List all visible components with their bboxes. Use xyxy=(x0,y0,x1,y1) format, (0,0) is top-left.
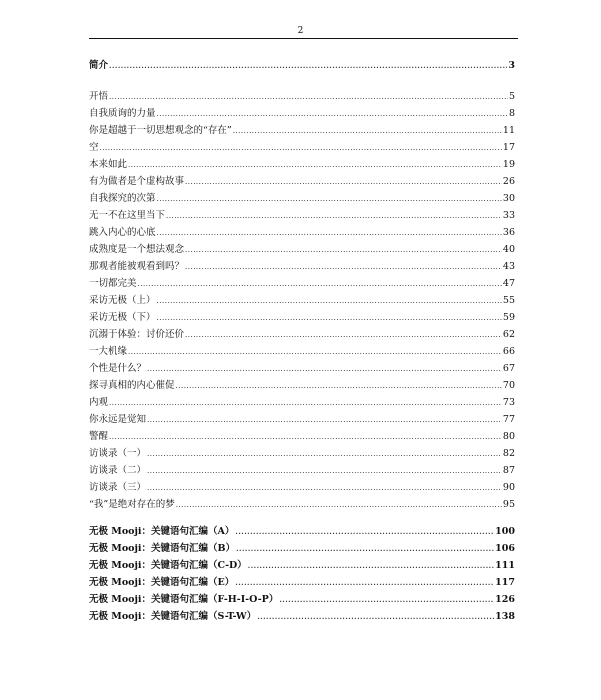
toc-entry-title: 你是超越于一切思想观念的“存在” xyxy=(89,125,232,136)
toc-entry-title: 成熟度是一个想法观念 xyxy=(89,244,185,255)
toc-entry[interactable] xyxy=(89,445,515,462)
toc-entry-title: 无极 Mooji：关键语句汇编（S-T-W） xyxy=(89,611,257,622)
dot-leader xyxy=(166,208,502,225)
toc-entry-page: 80 xyxy=(502,431,515,442)
toc-entry[interactable] xyxy=(89,275,515,292)
toc-entry[interactable] xyxy=(89,428,515,445)
toc-entry-page: 106 xyxy=(495,543,515,554)
toc-entry-title: 一大机缘 xyxy=(89,346,128,357)
toc-entry-title: 空 xyxy=(89,142,99,153)
toc-entry-title: 跳入内心的心底 xyxy=(89,227,156,238)
toc-entry-title: 无一不在这里当下 xyxy=(89,210,166,221)
toc-entry[interactable] xyxy=(89,377,515,394)
toc-entry-page: 117 xyxy=(495,577,515,588)
dot-leader xyxy=(128,157,502,174)
toc-appendix-entries xyxy=(89,523,515,625)
toc-entry-page: 66 xyxy=(502,346,515,357)
toc-entry-title: 有为做者是个虚构故事 xyxy=(89,176,185,187)
dot-leader xyxy=(185,242,502,259)
toc-entry-title: 那观者能被观看到吗？ xyxy=(89,261,185,272)
toc-entry-title: 无极 Mooji：关键语句汇编（F-H-I-O-P） xyxy=(89,594,279,605)
toc-entry-title: 访谈录（二） xyxy=(89,465,147,476)
toc-entry-title: 开悟 xyxy=(89,91,109,102)
toc-entry-page: 19 xyxy=(502,159,515,170)
toc-entry-page: 30 xyxy=(502,193,515,204)
toc-entry[interactable] xyxy=(89,122,515,139)
toc-entry-title: 自我探究的次第 xyxy=(89,193,156,204)
dot-leader xyxy=(157,106,508,123)
toc-entry-page: 11 xyxy=(502,125,515,136)
toc-entry-page: 3 xyxy=(508,60,515,71)
toc-entry-title: 访谈录（一） xyxy=(89,448,147,459)
dot-leader xyxy=(147,412,502,429)
dot-leader xyxy=(176,378,502,395)
toc-entry-title: 无极 Mooji：关键语句汇编（E） xyxy=(89,577,235,588)
toc-entry-page: 47 xyxy=(502,278,515,289)
toc-entry-title: 警醒 xyxy=(89,431,109,442)
toc-entry[interactable] xyxy=(89,309,515,326)
dot-leader xyxy=(147,480,502,497)
toc-entry[interactable] xyxy=(89,173,515,190)
toc-entry-title: 无极 Mooji：关键语句汇编（A） xyxy=(89,526,235,537)
dot-leader xyxy=(157,293,502,310)
dot-leader xyxy=(257,608,494,625)
toc-entry[interactable] xyxy=(89,241,515,258)
toc-entry-page: 33 xyxy=(502,210,515,221)
dot-leader xyxy=(248,557,494,574)
toc-entry-title: 无极 Mooji：关键语句汇编（C-D） xyxy=(89,560,247,571)
toc-entry-page: 73 xyxy=(502,397,515,408)
toc-entry-page: 59 xyxy=(502,312,515,323)
toc-entry-title: “我”是绝对存在的梦 xyxy=(89,499,175,510)
dot-leader xyxy=(279,591,494,608)
dot-leader xyxy=(157,310,502,327)
toc-entry[interactable] xyxy=(89,326,515,343)
toc-entry[interactable] xyxy=(89,292,515,309)
toc-entry[interactable] xyxy=(89,156,515,173)
toc-appendix-entry[interactable] xyxy=(89,523,515,540)
dot-leader xyxy=(147,446,502,463)
toc-entry-title: 一切都完美 xyxy=(89,278,137,289)
toc-entry-title: 沉溺于体验：讨价还价 xyxy=(89,329,185,340)
dot-leader xyxy=(109,89,508,106)
dot-leader xyxy=(109,57,507,74)
toc-entry-page: 126 xyxy=(495,594,515,605)
toc-entry-page: 17 xyxy=(502,142,515,153)
toc-entry-page: 8 xyxy=(508,108,515,119)
toc-entry[interactable] xyxy=(89,105,515,122)
toc-entry[interactable] xyxy=(89,258,515,275)
dot-leader xyxy=(235,523,494,540)
toc-entry-title: 本来如此 xyxy=(89,159,128,170)
table-of-contents xyxy=(89,57,515,625)
toc-entry-page: 70 xyxy=(502,380,515,391)
toc-appendix-entry[interactable] xyxy=(89,540,515,557)
toc-entry-page: 62 xyxy=(502,329,515,340)
toc-entry-page: 43 xyxy=(502,261,515,272)
toc-entry-page: 82 xyxy=(502,448,515,459)
toc-entry-page: 55 xyxy=(502,295,515,306)
header-rule xyxy=(89,38,518,39)
dot-leader xyxy=(185,327,502,344)
toc-appendix-entry[interactable] xyxy=(89,608,515,625)
dot-leader xyxy=(128,344,502,361)
toc-entry-intro[interactable] xyxy=(89,57,515,74)
toc-entry-title: 采访无极（上） xyxy=(89,295,156,306)
toc-entry[interactable] xyxy=(89,343,515,360)
toc-entry[interactable] xyxy=(89,462,515,479)
toc-entry[interactable] xyxy=(89,360,515,377)
dot-leader xyxy=(100,140,502,157)
toc-entry-page: 87 xyxy=(502,465,515,476)
section-gap xyxy=(89,74,515,88)
dot-leader xyxy=(176,497,502,514)
toc-entry[interactable] xyxy=(89,88,515,105)
toc-entry[interactable] xyxy=(89,190,515,207)
toc-entry[interactable] xyxy=(89,496,515,513)
dot-leader xyxy=(147,361,502,378)
section-gap xyxy=(89,513,515,523)
dot-leader xyxy=(157,225,502,242)
toc-entry-page: 77 xyxy=(502,414,515,425)
toc-entry[interactable] xyxy=(89,411,515,428)
dot-leader xyxy=(138,276,502,293)
toc-entry-page: 95 xyxy=(502,499,515,510)
toc-appendix-entry[interactable] xyxy=(89,557,515,574)
toc-entry-title: 你永远是觉知 xyxy=(89,414,147,425)
toc-entries xyxy=(89,88,515,513)
toc-entry-page: 5 xyxy=(508,91,515,102)
dot-leader xyxy=(109,395,502,412)
toc-entry-title: 个性是什么？ xyxy=(89,363,147,374)
dot-leader xyxy=(157,191,502,208)
toc-entry[interactable] xyxy=(89,139,515,156)
dot-leader xyxy=(185,174,502,191)
toc-appendix-entry[interactable] xyxy=(89,574,515,591)
toc-entry-title: 无极 Mooji：关键语句汇编（B） xyxy=(89,543,236,554)
dot-leader xyxy=(235,574,494,591)
toc-entry-page: 26 xyxy=(502,176,515,187)
toc-entry-page: 67 xyxy=(502,363,515,374)
toc-entry[interactable] xyxy=(89,207,515,224)
dot-leader xyxy=(236,540,494,557)
dot-leader xyxy=(185,259,502,276)
toc-entry[interactable] xyxy=(89,394,515,411)
toc-entry-page: 90 xyxy=(502,482,515,493)
toc-entry[interactable] xyxy=(89,224,515,241)
dot-leader xyxy=(109,429,502,446)
toc-entry-page: 40 xyxy=(502,244,515,255)
toc-entry-page: 111 xyxy=(495,560,515,571)
toc-entry-title: 内观 xyxy=(89,397,109,408)
toc-entry-page: 36 xyxy=(502,227,515,238)
dot-leader xyxy=(147,463,502,480)
toc-entry-title: 自我质询的力量 xyxy=(89,108,156,119)
toc-entry-title: 访谈录（三） xyxy=(89,482,147,493)
page-number: 2 xyxy=(297,26,304,36)
toc-appendix-entry[interactable] xyxy=(89,591,515,608)
toc-entry[interactable] xyxy=(89,479,515,496)
toc-entry-title: 采访无极（下） xyxy=(89,312,156,323)
toc-entry-page: 138 xyxy=(495,611,515,622)
dot-leader xyxy=(233,123,502,140)
toc-entry-page: 100 xyxy=(495,526,515,537)
toc-entry-title: 探寻真相的内心催促 xyxy=(89,380,175,391)
toc-entry-title: 简介 xyxy=(89,60,109,71)
